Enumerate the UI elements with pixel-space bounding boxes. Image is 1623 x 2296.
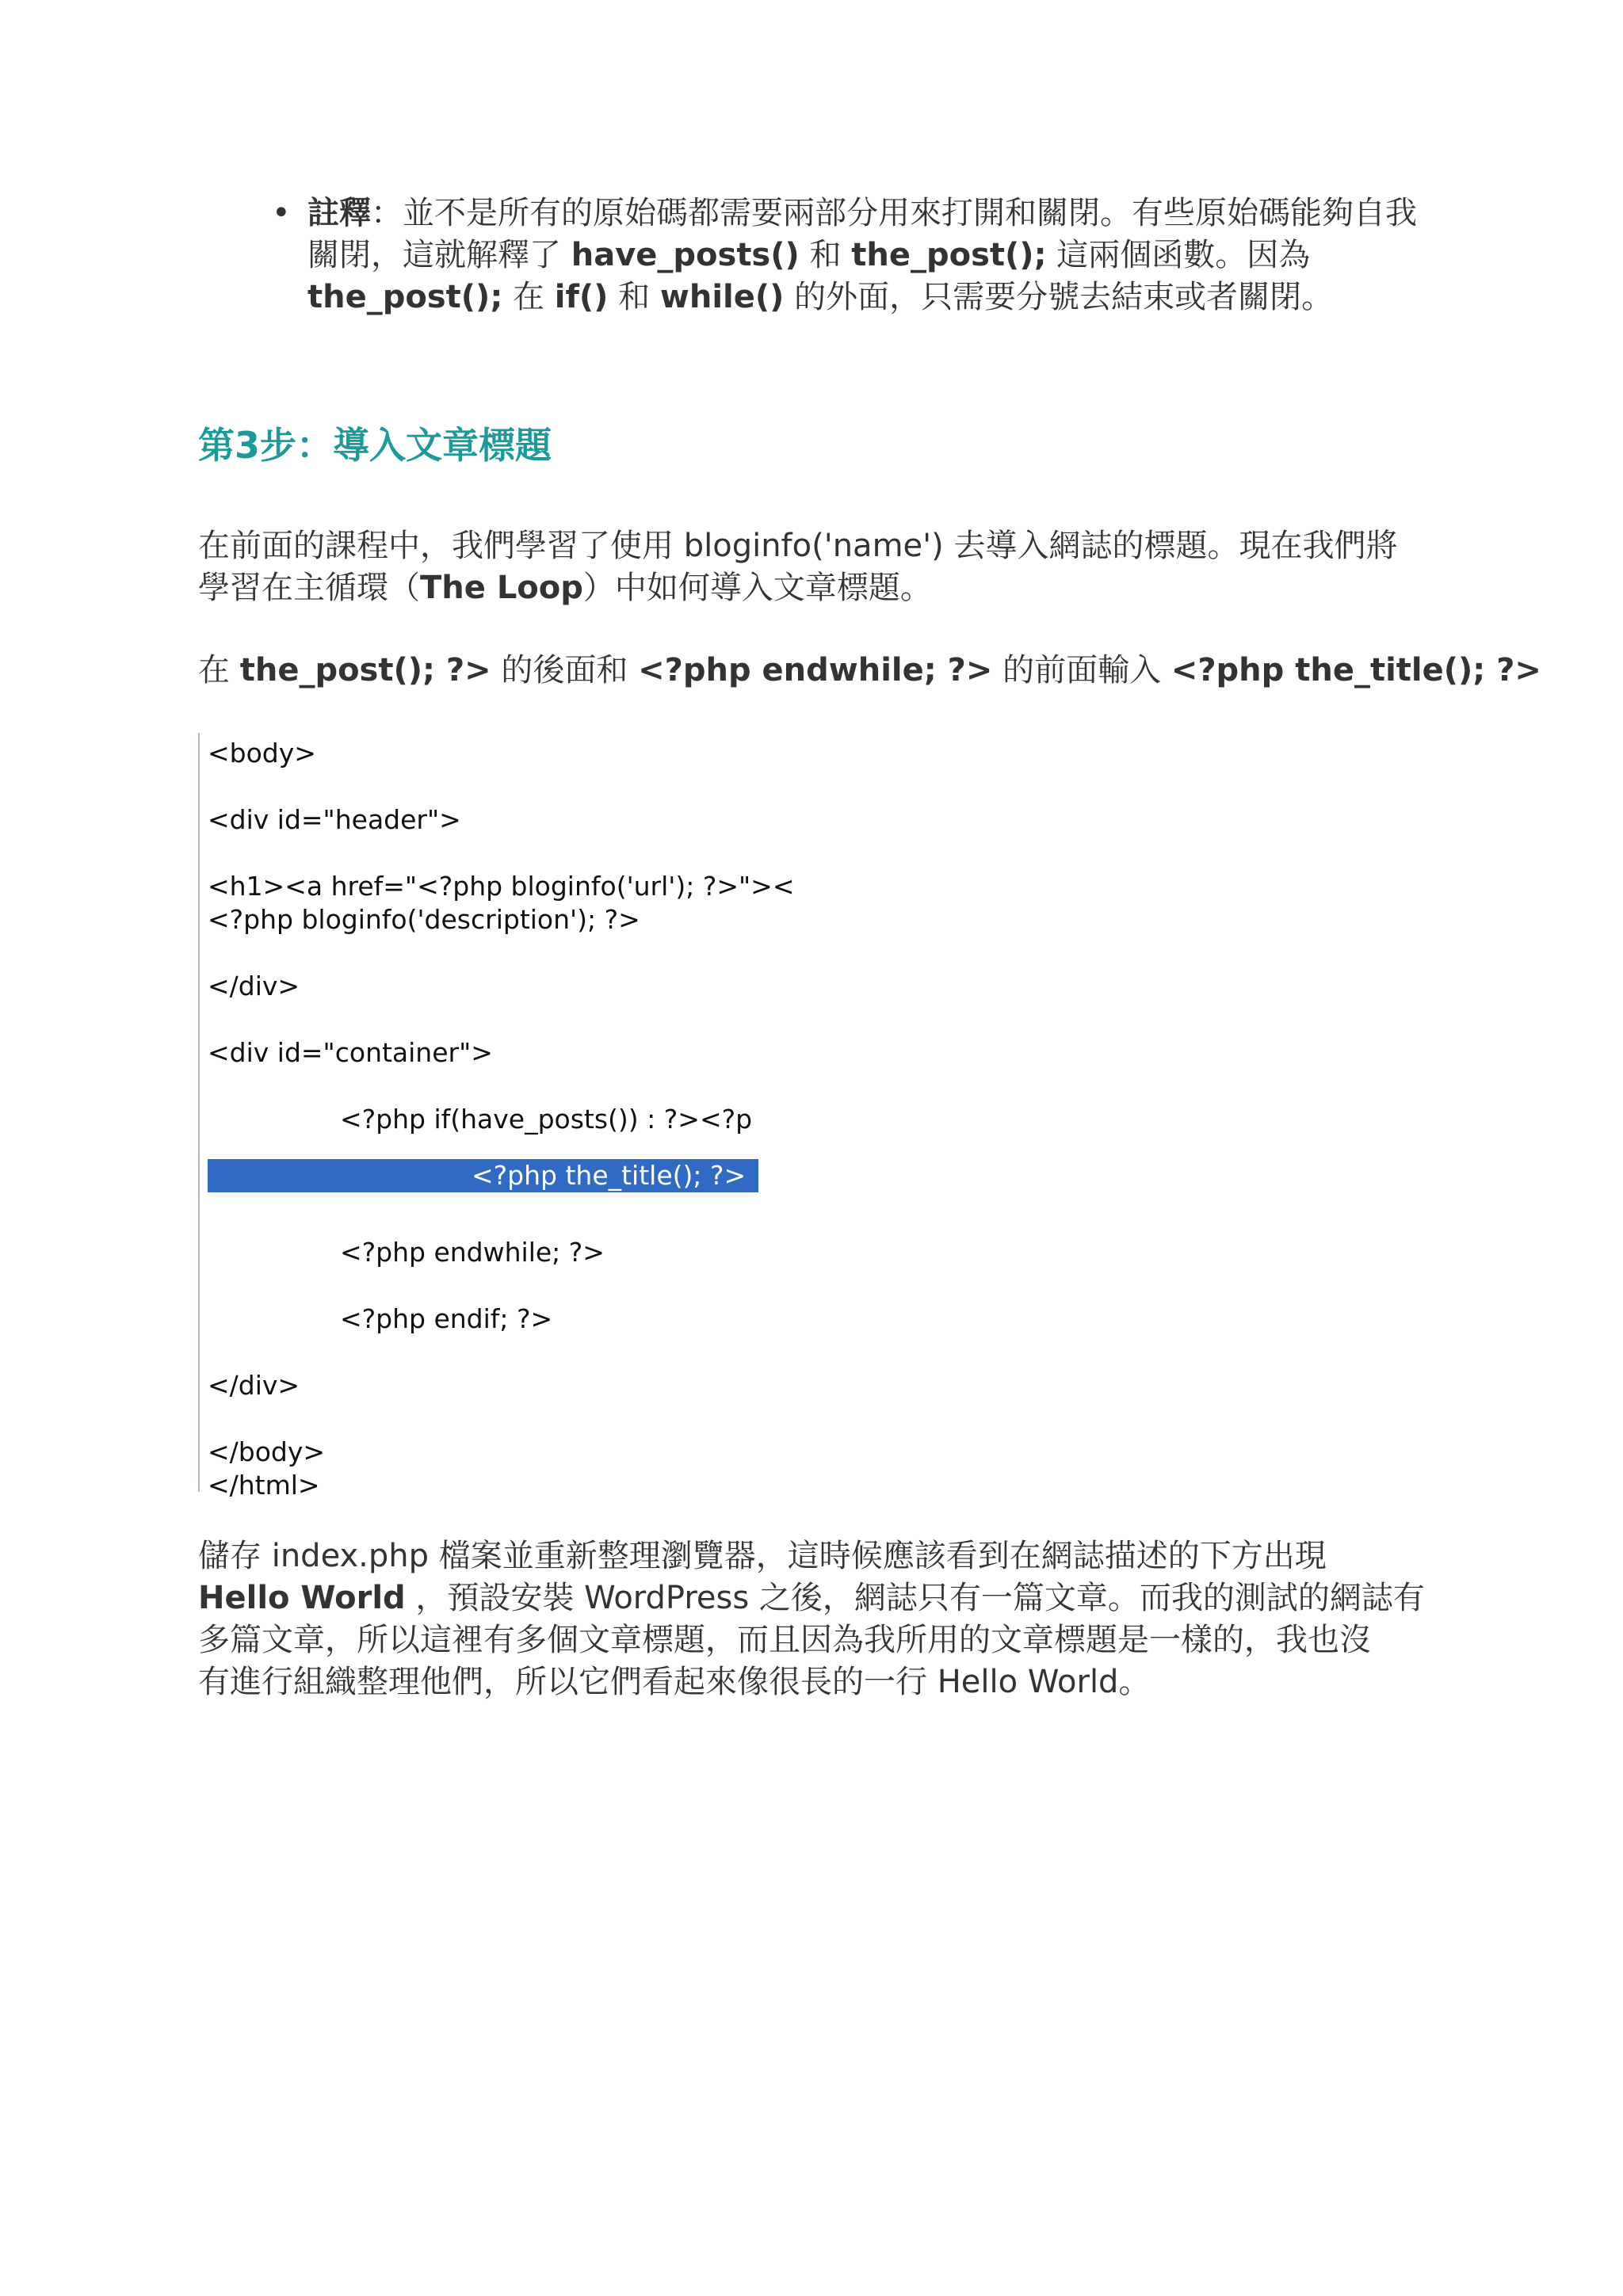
- bullet-marker: •: [272, 195, 291, 231]
- code-line: <?php bloginfo('description'); ?>: [208, 904, 640, 935]
- instruction-line: 在 the_post(); ?> 的後面和 <?php endwhile; ?> 的前面輸入 <?php the_title(); ?>: [198, 652, 1541, 688]
- hello-world-term: Hello World: [198, 1580, 406, 1616]
- code-term: have_posts(): [571, 237, 800, 273]
- code-term: <?php endwhile; ?>: [638, 652, 993, 688]
- result-line-4: 有進行組織整理他們，所以它們看起來像很長的一行 Hello World。: [198, 1664, 1151, 1700]
- code-line: </html>: [208, 1470, 320, 1501]
- intro-line-2: 學習在主循環（The Loop）中如何導入文章標題。: [198, 570, 932, 606]
- code-block: [198, 733, 992, 1501]
- code-term: the_post();: [851, 237, 1047, 273]
- highlighted-code-line: [208, 1159, 758, 1192]
- code-line: <?php endif; ?>: [340, 1303, 553, 1334]
- code-line: <body>: [208, 738, 316, 769]
- code-line: </div>: [208, 1370, 300, 1401]
- code-line: <h1><a href="<?php bloginfo('url'); ?>"><: [208, 871, 795, 902]
- note-label: 註釋: [307, 195, 371, 231]
- code-line: </div>: [208, 971, 300, 1001]
- code-line: <?php the_title(); ?>: [472, 1160, 747, 1191]
- note-paragraph: 註釋：並不是所有的原始碼都需要兩部分用來打開和關閉。有些原始碼能夠自我關閉，這就解釋了 have_posts() 和 the_post(); 這兩個函數。因為 the_post(); 在 if() 和 while() 的外面，只需要分號去結束或者關閉。: [307, 195, 1417, 315]
- code-term: if(): [554, 279, 609, 315]
- intro-line-1: 在前面的課程中，我們學習了使用 bloginfo('name') 去導入網誌的標題。現在我們將: [198, 528, 1398, 564]
- the-loop-term: The Loop: [420, 570, 583, 606]
- code-term: the_post();: [307, 279, 503, 315]
- code-line: <div id="header">: [208, 804, 461, 835]
- result-line-2: Hello World ，預設安裝 WordPress 之後，網誌只有一篇文章。而我的測試的網誌有: [198, 1580, 1425, 1616]
- code-line: <?php if(have_posts()) : ?><?p: [340, 1104, 753, 1135]
- section-heading: 第3步：導入文章標題: [198, 424, 552, 467]
- result-line-1: 儲存 index.php 檔案並重新整理瀏覽器，這時候應該看到在網誌描述的下方出現: [198, 1538, 1327, 1574]
- code-term: while(): [659, 279, 785, 315]
- result-line-3: 多篇文章，所以這裡有多個文章標題，而且因為我所用的文章標題是一樣的，我也沒: [198, 1622, 1371, 1658]
- code-line: <?php endwhile; ?>: [340, 1237, 605, 1268]
- code-term: the_post(); ?>: [239, 652, 491, 688]
- code-line: </body>: [208, 1436, 326, 1467]
- code-term: <?php the_title(); ?>: [1170, 652, 1541, 688]
- code-line: <div id="container">: [208, 1037, 493, 1068]
